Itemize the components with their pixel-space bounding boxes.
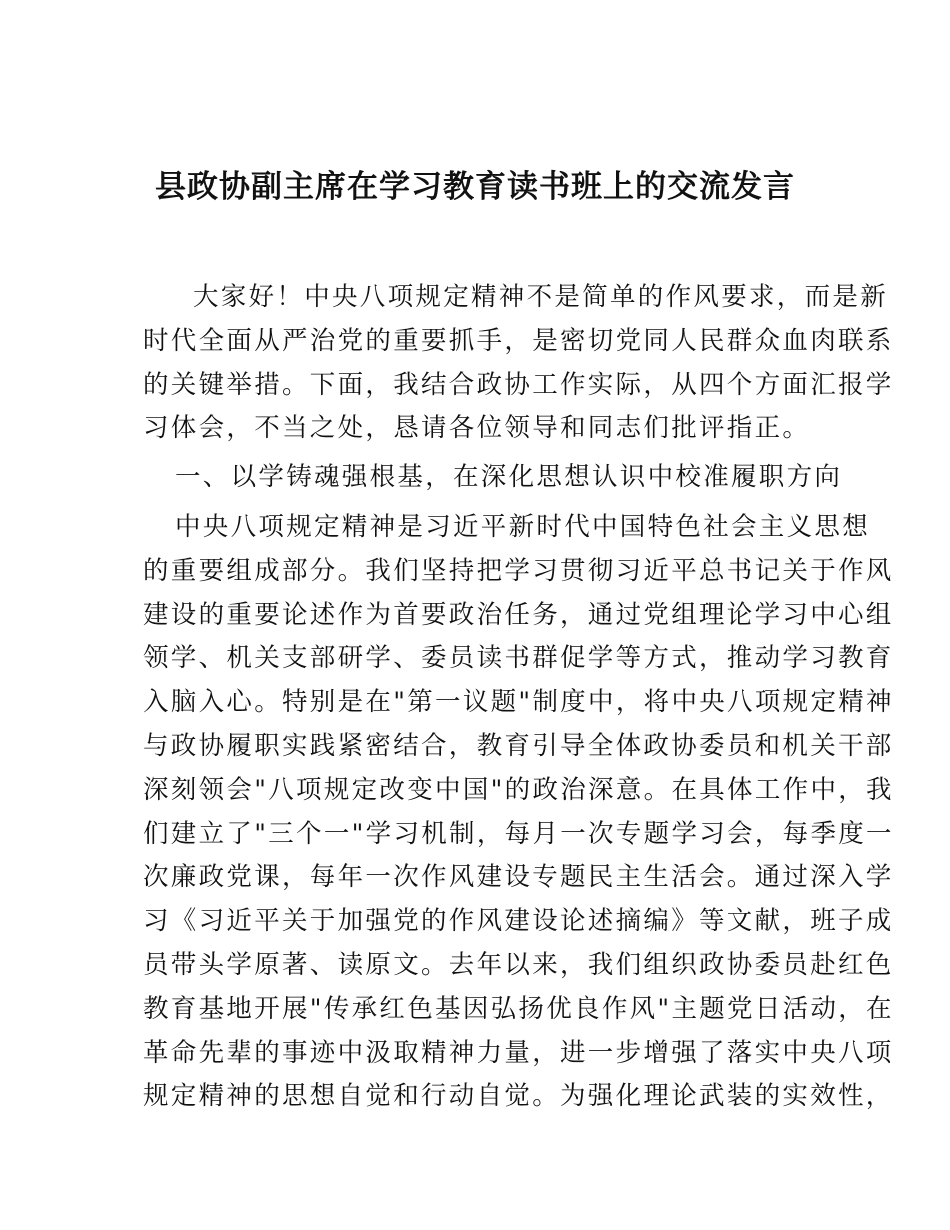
text-line: 深刻领会"八项规定改变中国"的政治深意。在具体工作中，我	[143, 774, 894, 805]
paragraph-intro	[143, 276, 894, 451]
paragraph-section1	[143, 506, 894, 1119]
text-line: 领学、机关支部研学、委员读书群促学等方式，推动学习教育	[143, 643, 894, 674]
text-line: 的重要组成部分。我们坚持把学习贯彻习近平总书记关于作风	[143, 555, 894, 586]
text-line: 时代全面从严治党的重要抓手，是密切党同人民群众血肉联系	[143, 325, 894, 356]
text-line: 与政协履职实践紧密结合，教育引导全体政协委员和机关干部	[143, 730, 894, 761]
text-line: 中央八项规定精神是习近平新时代中国特色社会主义思想	[175, 512, 871, 542]
text-line: 次廉政党课，每年一次作风建设专题民主生活会。通过深入学	[143, 862, 894, 893]
text-line: 的关键举措。下面，我结合政协工作实际，从四个方面汇报学	[143, 369, 894, 400]
text-line: 革命先辈的事迹中汲取精神力量，进一步增强了落实中央八项	[143, 1037, 894, 1068]
text-line: 们建立了"三个一"学习机制，每月一次专题学习会，每季度一	[143, 818, 894, 849]
section-heading	[143, 456, 843, 500]
text-line: 习体会，不当之处，恳请各位领导和同志们批评指正。	[143, 413, 811, 444]
text-line: 员带头学原著、读原文。去年以来，我们组织政协委员赴红色	[143, 949, 894, 980]
text-line: 教育基地开展"传承红色基因弘扬优良作风"主题党日活动，在	[143, 993, 894, 1024]
text-line: 习《习近平关于加强党的作风建设论述摘编》等文献，班子成	[143, 906, 894, 937]
document-title: 县政协副主席在学习教育读书班上的交流发言	[155, 169, 795, 205]
heading-text: 一、以学铸魂强根基，在深化思想认识中校准履职方向	[175, 462, 843, 492]
text-line: 入脑入心。特别是在"第一议题"制度中，将中央八项规定精神	[143, 687, 894, 718]
text-line: 大家好！中央八项规定精神不是简单的作风要求，而是新	[193, 282, 889, 312]
text-line: 规定精神的思想自觉和行动自觉。为强化理论武装的实效性，	[143, 1081, 894, 1112]
text-line: 建设的重要论述作为首要政治任务，通过党组理论学习中心组	[143, 599, 894, 630]
